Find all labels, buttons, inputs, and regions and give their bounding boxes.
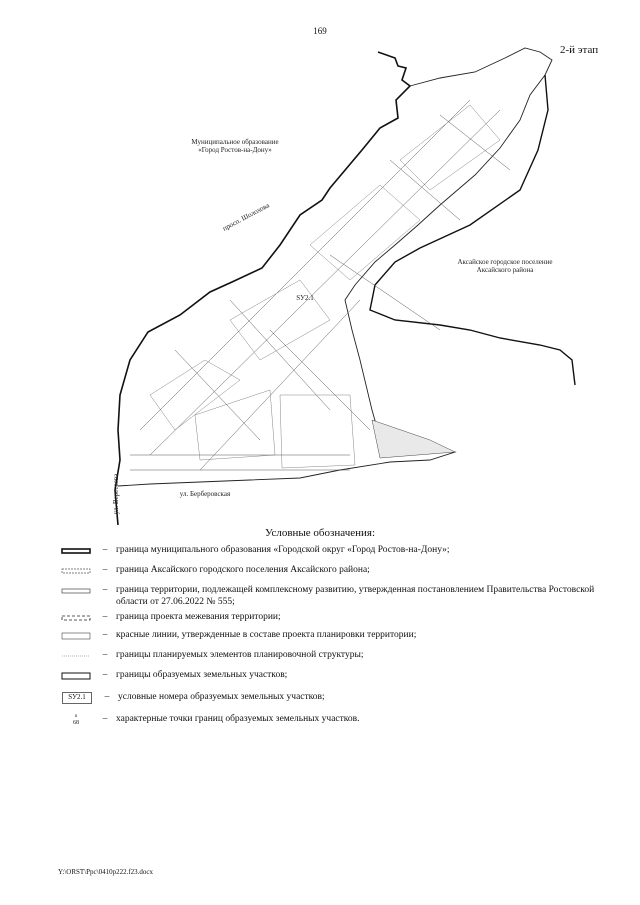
legend-item: – граница Аксайского городского поселения Аксайского района; bbox=[58, 565, 618, 577]
street-diagonal-label: просп. Шолохова bbox=[221, 201, 271, 233]
legend-item: SУ2.1 – условные номера образуемых земельных участков; bbox=[58, 692, 618, 704]
page-number: 169 bbox=[313, 26, 327, 36]
legend-item: – граница территории, подлежащей комплексному развитию, утвержденная постановлением Правительства Ростовской области от 27.06.2022 № 555; bbox=[58, 585, 618, 608]
legend-item: – граница муниципального образования «Городской округ «Город Ростов-на-Дону»; bbox=[58, 545, 618, 557]
legend-symbol-point: o 68 bbox=[73, 714, 79, 726]
legend-item: – границы планируемых элементов планировочной структуры; bbox=[58, 650, 618, 662]
parcel-code-label: SУ2.1 bbox=[296, 294, 314, 302]
legend-item: – граница проекта межевания территории; bbox=[58, 612, 618, 624]
legend-symbol-municipal bbox=[58, 545, 94, 557]
aksay-boundary bbox=[370, 75, 575, 385]
legend bbox=[58, 545, 618, 726]
legend-symbol-survey bbox=[58, 612, 94, 624]
legend-item: o 68 – характерные точки границ образуемых земельных участков. bbox=[58, 714, 618, 726]
street-vertical-label: ул. Вересаевa bbox=[112, 473, 120, 515]
legend-symbol-red-lines bbox=[58, 630, 94, 642]
legend-item: – границы образуемых земельных участков; bbox=[58, 670, 618, 682]
stage-label: 2-й этап bbox=[560, 44, 599, 56]
legend-symbol-territory bbox=[58, 585, 94, 597]
legend-item: – красные линии, утвержденные в составе проекта планировки территории; bbox=[58, 630, 618, 642]
municipal-boundary bbox=[115, 52, 410, 525]
municipality-label: Муниципальное образование «Город Ростов-на-Дону» bbox=[191, 138, 279, 154]
legend-symbol-parcels bbox=[58, 670, 94, 682]
legend-symbol-parcel-number: SУ2.1 bbox=[62, 692, 92, 704]
aksay-label: Аксайское городское поселение Аксайского района bbox=[457, 258, 553, 274]
legend-title: Условные обозначения: bbox=[264, 527, 376, 539]
legend-symbol-planning bbox=[58, 650, 94, 662]
street-berberovskaya-label: ул. Берберовская bbox=[179, 490, 231, 498]
footer-file-path: Y:\ORST\Ppc\0410p222.f23.docx bbox=[58, 868, 154, 876]
legend-symbol-aksay bbox=[58, 565, 94, 577]
